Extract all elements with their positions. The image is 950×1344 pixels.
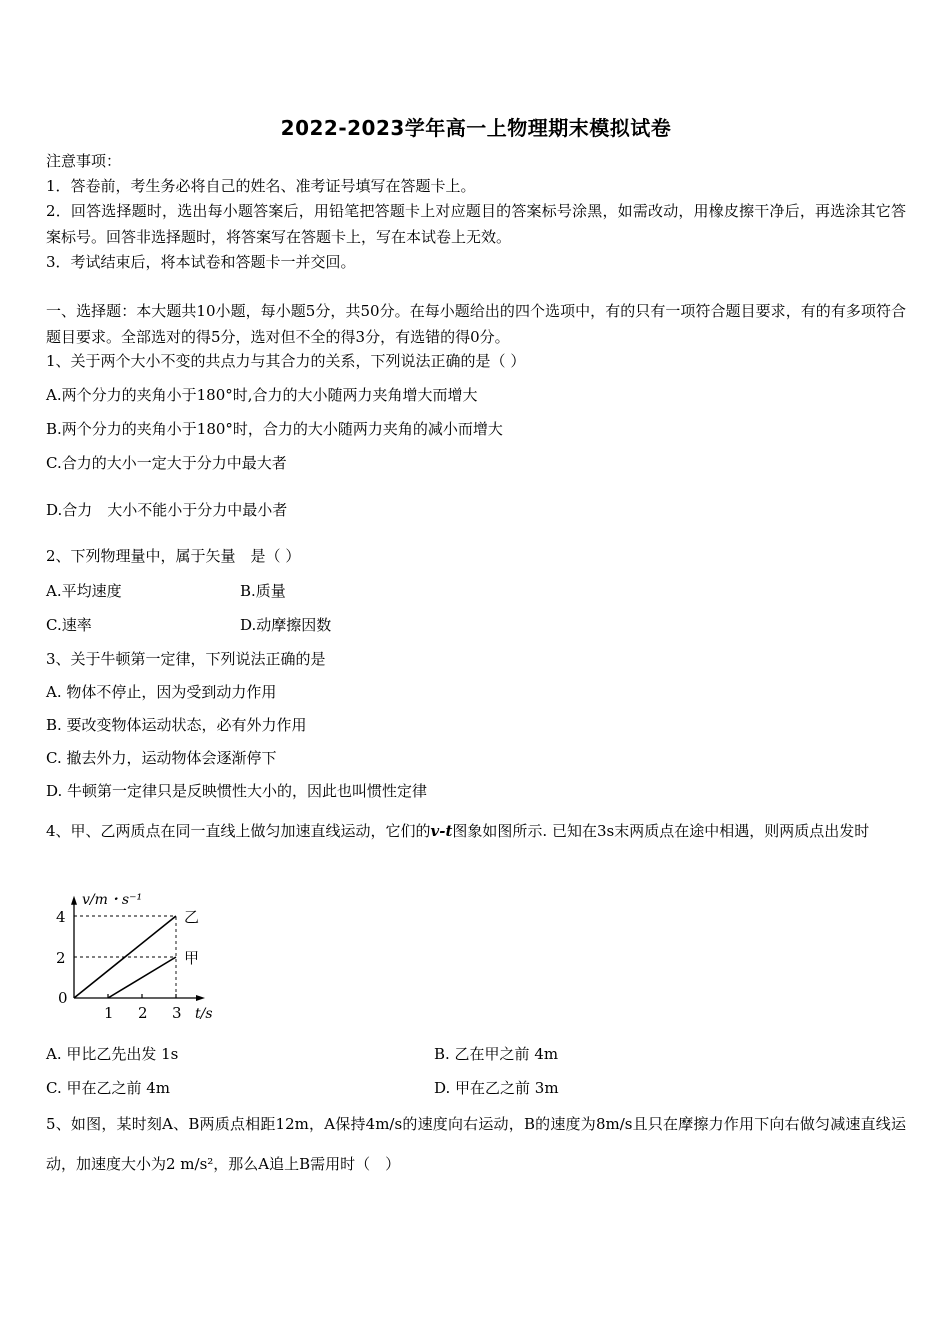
- x-tick-label: 0: [58, 989, 68, 1007]
- y-axis-label: v/m・s⁻¹: [82, 891, 143, 908]
- vt-graph: [46, 880, 246, 1030]
- q1-stem: 1、关于两个大小不变的共点力与其合力的关系，下列说法正确的是（ ）: [46, 352, 526, 370]
- notice-heading: 注意事项：: [46, 152, 122, 170]
- x-tick-label: 3: [172, 1004, 182, 1022]
- q2-option-b: B.质量: [240, 582, 286, 600]
- q2-option-d: D.动摩擦因数: [240, 616, 332, 634]
- q4-stem-vt: v-t: [430, 822, 453, 840]
- notice-item-1: 1．答卷前，考生务必将自己的姓名、准考证号填写在答题卡上。: [46, 177, 476, 195]
- q1-option-c: C.合力的大小一定大于分力中最大者: [46, 454, 287, 472]
- q4-option-a: A. 甲比乙先出发 1s: [46, 1045, 179, 1063]
- q2-option-a: A.平均速度: [46, 582, 122, 600]
- q3-option-d: D. 牛顿第一定律只是反映惯性大小的，因此也叫惯性定律: [46, 782, 428, 800]
- q2-option-c: C.速率: [46, 616, 92, 634]
- series-label-2: 甲: [184, 949, 200, 967]
- x-axis-arrow: [196, 995, 205, 1001]
- x-axis-label: t/s: [195, 1006, 213, 1022]
- q4-option-c: C. 甲在乙之前 4m: [46, 1079, 171, 1097]
- y-tick-label: 4: [56, 908, 66, 926]
- q4-option-d: D. 甲在乙之前 3m: [434, 1079, 559, 1097]
- q5-stem: 5、如图，某时刻A、B两质点相距12m，A保持4m/s的速度向右运动，B的速度为8m/s且只在摩擦力作用下向右做匀减速直线运动，加速度大小为2 m/s²，那么A追上B需用时（ ）: [46, 1115, 906, 1173]
- q1-option-d: D.合力 大小不能小于分力中最小者: [46, 501, 288, 519]
- section-1-instructions: 一、选择题：本大题共10小题，每小题5分，共50分。在每小题给出的四个选项中，有的只有一项符合题目要求，有的有多项符合题目要求。全部选对的得5分，选对但不全的得3分，有选错的得0分。: [46, 302, 906, 346]
- q4-option-b: B. 乙在甲之前 4m: [434, 1045, 559, 1063]
- q4-stem: [46, 812, 906, 850]
- x-tick-label: 2: [138, 1004, 148, 1022]
- q4-stem-post: 图象如图所示. 已知在3s末两质点在途中相遇，则两质点出发时: [452, 822, 870, 840]
- q4-stem-pre: 4、甲、乙两质点在同一直线上做匀加速直线运动，它们的: [46, 822, 431, 840]
- notice-item-2: 2．回答选择题时，选出每小题答案后，用铅笔把答题卡上对应题目的答案标号涂黑，如需改动，用橡皮擦干净后，再选涂其它答案标号。回答非选择题时，将答案写在答题卡上，写在本试卷上无效。: [46, 202, 906, 246]
- q2-stem: 2、下列物理量中，属于矢量 是（ ）: [46, 547, 301, 565]
- q3-option-c: C. 撤去外力，运动物体会逐渐停下: [46, 749, 277, 767]
- q3-stem: 3、关于牛顿第一定律，下列说法正确的是: [46, 650, 326, 668]
- q1-option-b: B.两个分力的夹角小于180°时，合力的大小随两力夹角的减小而增大: [46, 420, 503, 438]
- x-tick-label: 1: [104, 1004, 114, 1022]
- series-label-1: 乙: [184, 908, 200, 926]
- y-tick-label: 2: [56, 949, 66, 967]
- page-title: 2022-2023学年高一上物理期末模拟试卷: [280, 116, 672, 140]
- y-axis-arrow: [71, 896, 77, 905]
- notice-item-3: 3．考试结束后，将本试卷和答题卡一并交回。: [46, 253, 356, 271]
- q3-option-b: B. 要改变物体运动状态，必有外力作用: [46, 716, 307, 734]
- q3-option-a: A. 物体不停止，因为受到动力作用: [46, 683, 277, 701]
- q1-option-a: A.两个分力的夹角小于180°时,合力的大小随两力夹角增大而增大: [46, 386, 478, 404]
